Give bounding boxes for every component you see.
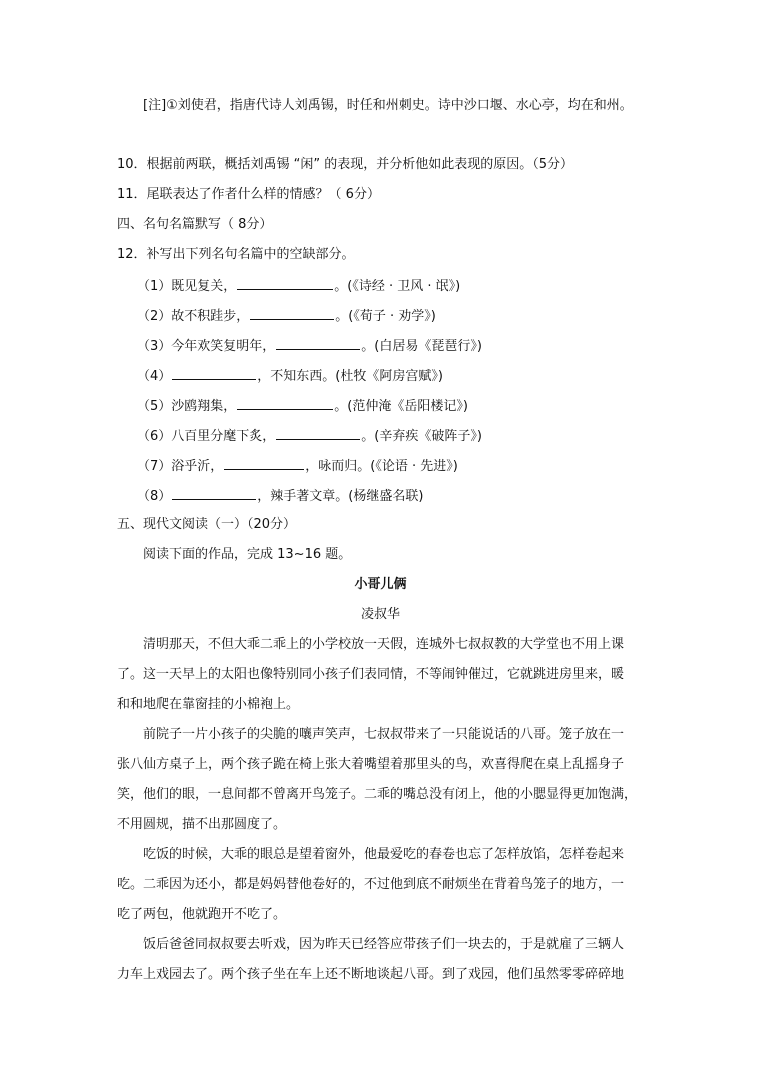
section-4-heading: 四、名句名篇默写（ 8分） bbox=[117, 217, 273, 232]
blank-item-number: （4） bbox=[137, 369, 172, 384]
blank-item-after: ，辣手著文章。(杨继盛名联) bbox=[257, 489, 424, 504]
question-12: 12．补写出下列名句名篇中的空缺部分。 bbox=[117, 247, 355, 262]
blank-item-number: （7） bbox=[137, 459, 172, 474]
blank-item-after: ，咏而归。(《论语 · 先进》) bbox=[305, 459, 458, 474]
blank-item-after: 。(白居易《琵琶行》) bbox=[361, 339, 482, 354]
paragraph-line: 饭后爸爸同叔叔要去听戏，因为昨天已经答应带孩子们一块去的，于是就雇了三辆人 bbox=[143, 937, 625, 952]
blank-item-after: 。(辛弃疾《破阵子》) bbox=[361, 429, 482, 444]
blank-item-number: （5） bbox=[137, 399, 172, 414]
blank-item-after: 。(范仲淹《岳阳楼记》) bbox=[334, 399, 468, 414]
blank-item-number: （2） bbox=[137, 309, 172, 324]
paragraph-line: 吃饭的时候，大乖的眼总是望着窗外，他最爱吃的春卷也忘了怎样放馅，怎样卷起来 bbox=[143, 847, 625, 862]
blank-item-before: 故不积跬步， bbox=[171, 309, 250, 324]
blank-item-before: 既见复关， bbox=[171, 279, 237, 294]
paragraph-line: 和和地爬在靠窗挂的小棉袍上。 bbox=[117, 697, 300, 712]
paragraph-line: 力车上戏园去了。两个孩子坐在车上还不断地谈起八哥。到了戏园，他们虽然零零碎碎地 bbox=[117, 967, 625, 982]
fill-in-blank[interactable] bbox=[224, 456, 304, 470]
fill-in-blank[interactable] bbox=[172, 366, 256, 380]
blank-item-1 bbox=[137, 276, 460, 296]
fill-in-blank[interactable] bbox=[276, 336, 360, 350]
blank-item-before: 八百里分麾下炙， bbox=[171, 429, 276, 444]
poem-note: [注]①刘使君，指唐代诗人刘禹锡，时任和州刺史。诗中沙口堰、水心亭，均在和州。 bbox=[143, 98, 633, 113]
paragraph-line: 吃了两包，他就跑开不吃了。 bbox=[117, 907, 287, 922]
blank-item-3 bbox=[137, 336, 482, 356]
reading-instruction: 阅读下面的作品，完成 13~16 题。 bbox=[143, 547, 352, 562]
blank-item-before: 今年欢笑复明年， bbox=[171, 339, 276, 354]
blank-item-8 bbox=[137, 486, 423, 506]
paragraph-line: 笑，他们的眼，一息间都不曾离开鸟笼子。二乖的嘴总没有闭上，他的小腮显得更加饱满， bbox=[117, 787, 638, 802]
article-title: 小哥儿俩 bbox=[354, 577, 407, 592]
fill-in-blank[interactable] bbox=[250, 306, 334, 320]
blank-item-number: （6） bbox=[137, 429, 172, 444]
blank-item-after: 。(《荀子 · 劝学》) bbox=[335, 309, 436, 324]
blank-item-after: 。(《诗经 · 卫风 · 氓》) bbox=[334, 279, 461, 294]
question-10: 10．根据前两联，概括刘禹锡 “闲” 的表现，并分析他如此表现的原因。（5分） bbox=[117, 157, 574, 172]
blank-item-4 bbox=[137, 366, 443, 386]
blank-item-before: 沙鸥翔集， bbox=[171, 399, 237, 414]
paragraph-line: 前院子一片小孩子的尖脆的嚷声笑声，七叔叔带来了一只能说话的八哥。笼子放在一 bbox=[143, 727, 625, 742]
fill-in-blank[interactable] bbox=[237, 396, 333, 410]
paragraph-line: 清明那天，不但大乖二乖上的小学校放一天假，连城外七叔叔教的大学堂也不用上课 bbox=[143, 637, 625, 652]
article-author: 凌叔华 bbox=[360, 607, 400, 622]
blank-item-number: （3） bbox=[137, 339, 172, 354]
fill-in-blank[interactable] bbox=[237, 276, 333, 290]
paragraph-line: 了。这一天早上的太阳也像特别同小孩子们表同情，不等闹钟催过，它就跳进房里来，暖 bbox=[117, 667, 625, 682]
blank-item-2 bbox=[137, 306, 436, 326]
blank-item-number: （8） bbox=[137, 489, 172, 504]
section-5-heading: 五、现代文阅读（一）（20分） bbox=[117, 517, 297, 532]
blank-item-number: （1） bbox=[137, 279, 172, 294]
fill-in-blank[interactable] bbox=[276, 426, 360, 440]
blank-item-6 bbox=[137, 426, 482, 446]
paragraph-line: 不用圆规，描不出那圆度了。 bbox=[117, 817, 287, 832]
paragraph-line: 张八仙方桌子上，两个孩子跪在椅上张大着嘴望着那里头的鸟，欢喜得爬在桌上乱摇身子 bbox=[117, 757, 625, 772]
blank-item-before: 浴乎沂， bbox=[171, 459, 224, 474]
question-11: 11．尾联表达了作者什么样的情感？（ 6分） bbox=[117, 187, 380, 202]
blank-item-after: ，不知东西。(杜牧《阿房宫赋》) bbox=[257, 369, 443, 384]
blank-item-7 bbox=[137, 456, 458, 476]
fill-in-blank[interactable] bbox=[172, 486, 256, 500]
paragraph-line: 吃。二乖因为还小，都是妈妈替他卷好的，不过他到底不耐烦坐在背着鸟笼子的地方，一 bbox=[117, 877, 625, 892]
blank-item-5 bbox=[137, 396, 468, 416]
